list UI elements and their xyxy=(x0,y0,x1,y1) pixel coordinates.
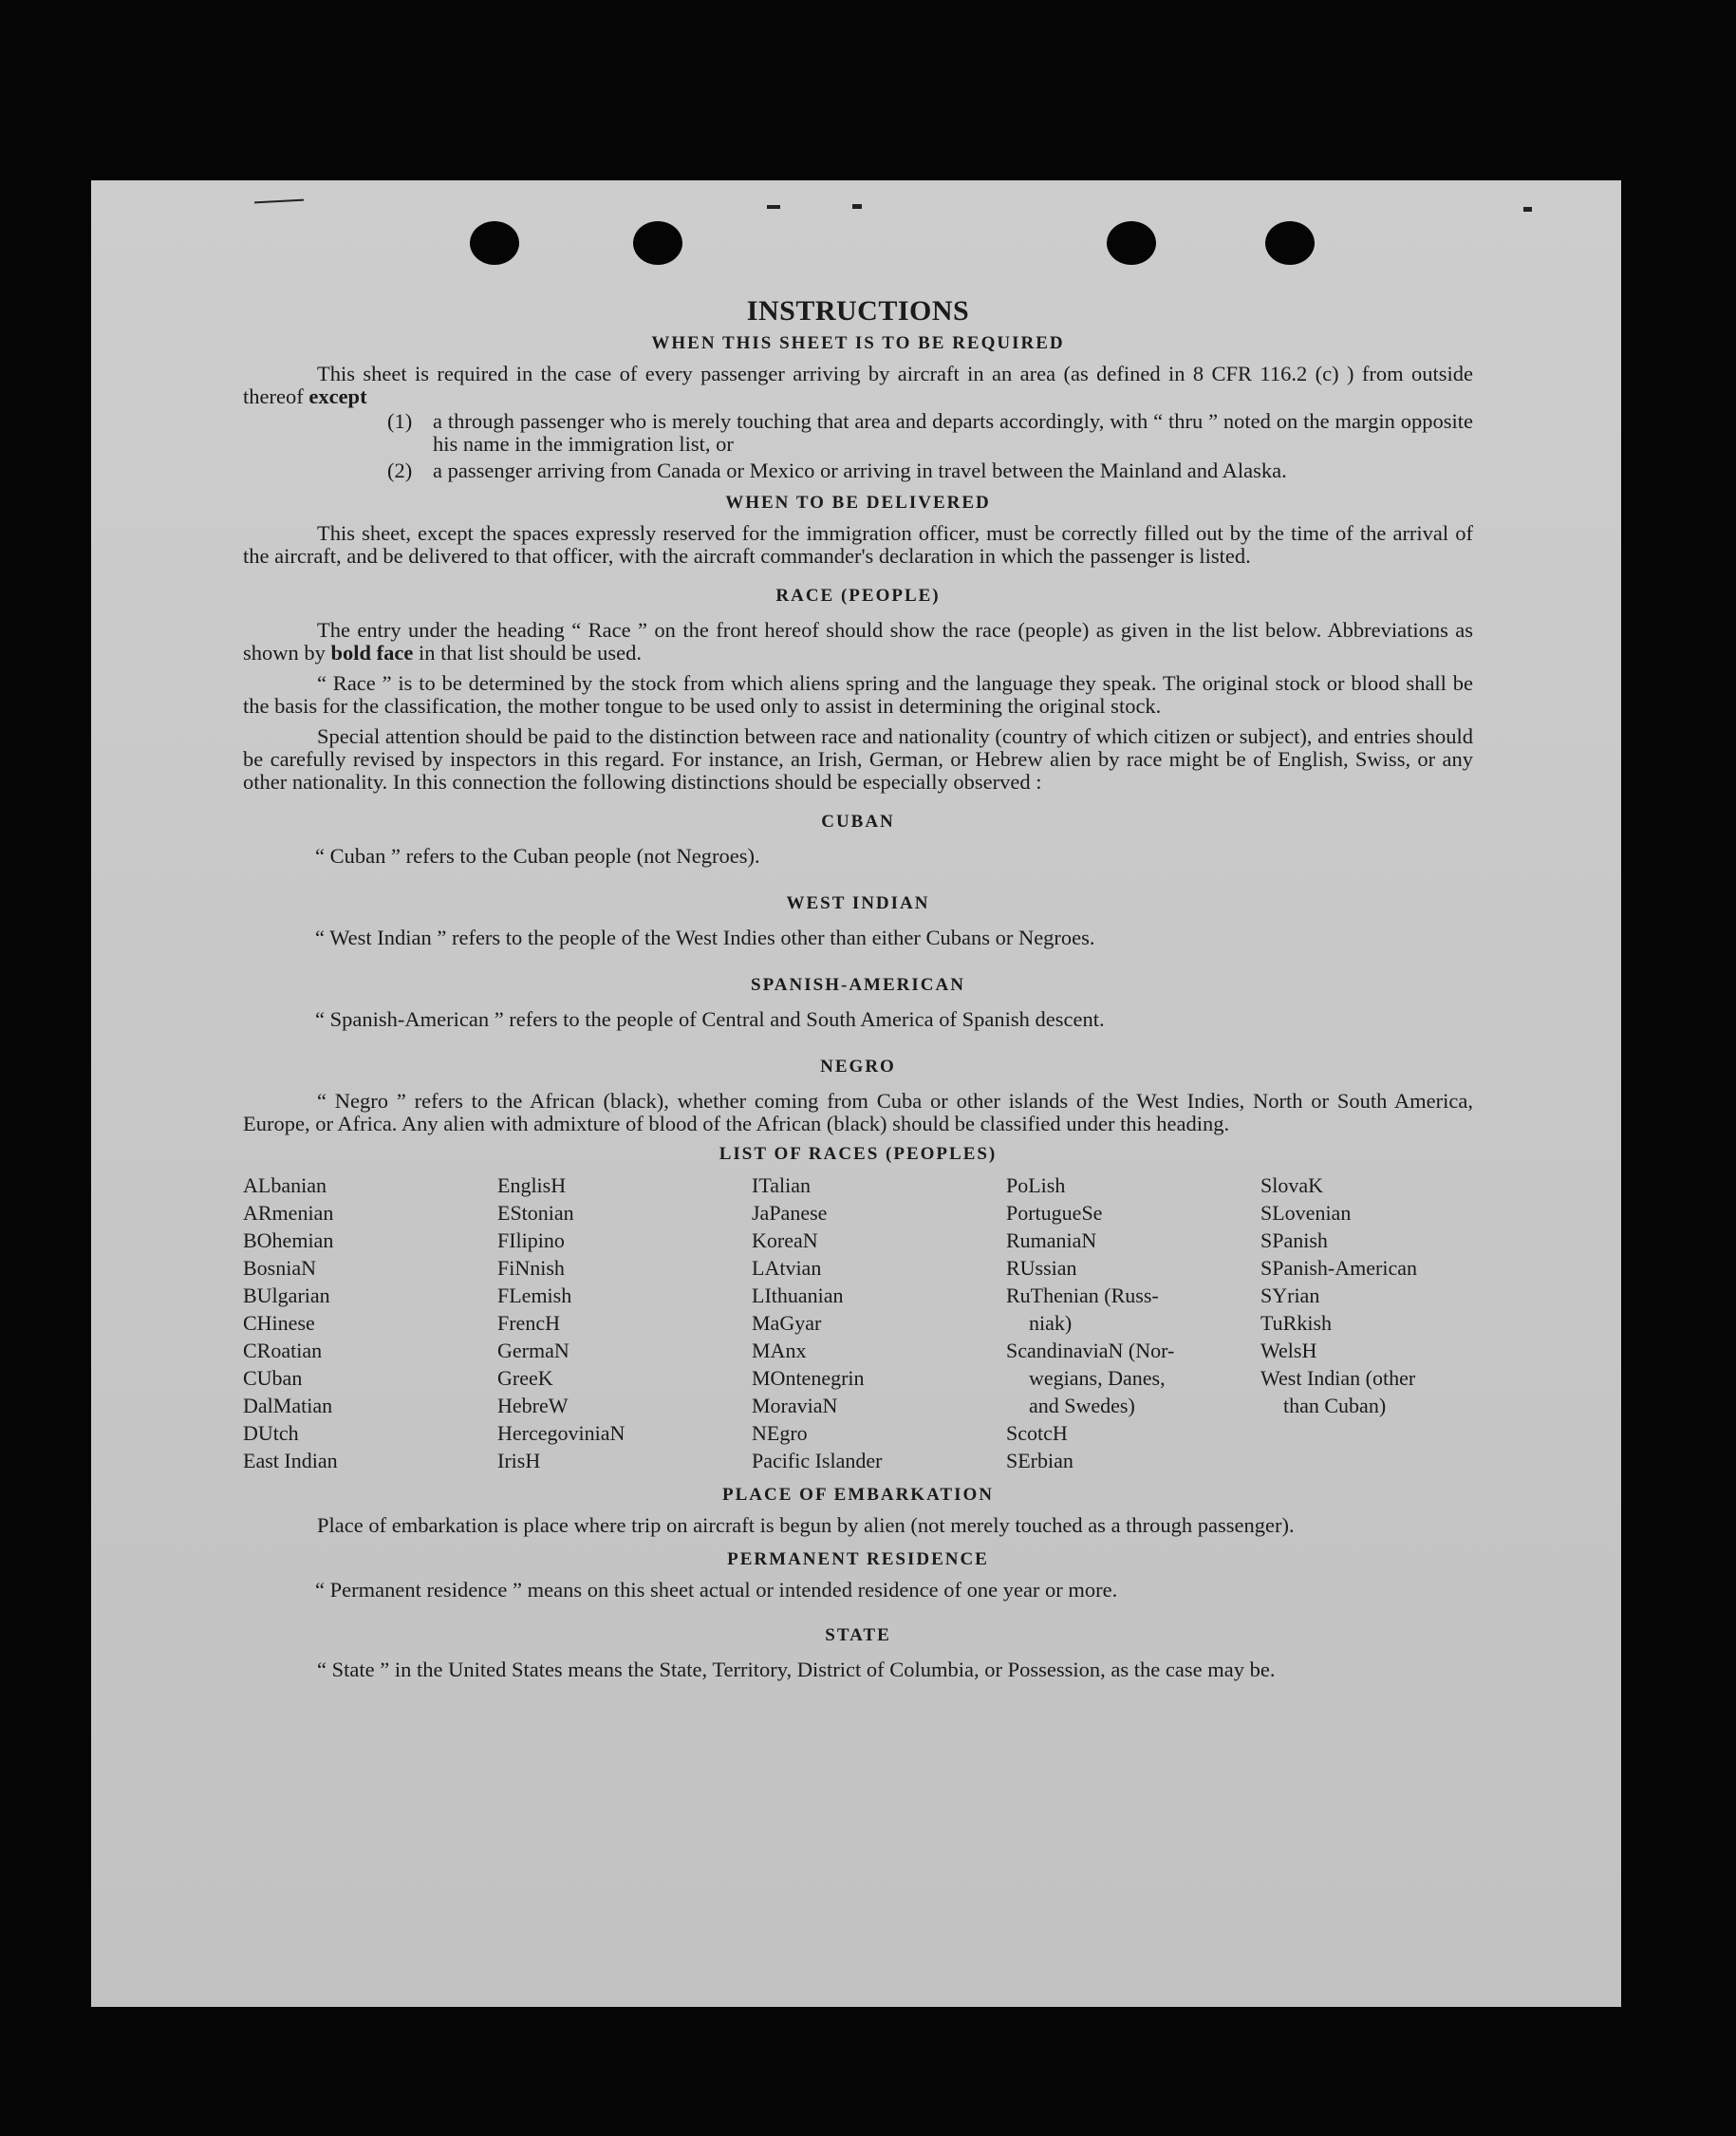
race-entry: ITalian xyxy=(752,1173,811,1197)
race-entry: GermaN xyxy=(497,1339,569,1362)
races-list xyxy=(243,1171,1473,1474)
exception-item: (1) a through passenger who is merely touching that area and departs accordingly, with “ thru ” noted on the margin opposite his name in the immigration list, or xyxy=(387,409,1473,456)
page-title: INSTRUCTIONS xyxy=(746,295,970,327)
heading-races-list: LIST OF RACES (PEOPLES) xyxy=(719,1144,998,1164)
west-indian-text: “ West Indian ” refers to the people of the West Indies other than either Cubans or Negroes. xyxy=(315,926,1095,949)
document-page xyxy=(91,180,1621,2007)
races-column xyxy=(1006,1171,1260,1474)
race-entry: LAtvian xyxy=(752,1256,822,1280)
race-entry: JaPanese xyxy=(752,1201,828,1225)
race-entry: CHinese xyxy=(243,1311,315,1335)
race-entry: ScandinaviaN (Nor- xyxy=(1006,1339,1175,1362)
race-entry: GreeK xyxy=(497,1366,553,1390)
race-entry: than Cuban) xyxy=(1283,1394,1387,1417)
heading-spanish-american: SPANISH-AMERICAN xyxy=(751,975,965,995)
punch-hole xyxy=(1265,221,1315,265)
race-paragraph: “ Race ” is to be determined by the stock from which aliens spring and the language they speak. The original stock or blood shall be the basis for the classification, the mother tongue to be used only to assist in determining the original stock. xyxy=(243,671,1473,718)
race-entry: PoLish xyxy=(1006,1173,1066,1197)
heading-cuban: CUBAN xyxy=(821,812,895,832)
races-column xyxy=(1260,1171,1515,1474)
race-entry: MAnx xyxy=(752,1339,807,1362)
race-entry: ALbanian xyxy=(243,1173,327,1197)
race-entry: Pacific Islander xyxy=(752,1449,883,1472)
race-entry: East Indian xyxy=(243,1449,338,1472)
race-entry: FLemish xyxy=(497,1283,572,1307)
race-entry: SErbian xyxy=(1006,1449,1073,1472)
required-intro: This sheet is required in the case of every passenger arriving by aircraft in an area (as defined in 8 CFR 116.2 (c) ) from outside thereof except xyxy=(243,362,1473,408)
race-entry: West Indian (other xyxy=(1260,1366,1416,1390)
race-entry: FIlipino xyxy=(497,1228,565,1252)
heading-state: STATE xyxy=(825,1625,891,1645)
race-entry: MaGyar xyxy=(752,1311,822,1335)
race-entry: TuRkish xyxy=(1260,1311,1333,1335)
scan-mark xyxy=(767,205,780,209)
scan-mark xyxy=(254,199,304,204)
heading-required: WHEN THIS SHEET IS TO BE REQUIRED xyxy=(651,333,1065,353)
race-entry: HebreW xyxy=(497,1394,569,1417)
race-entry: NEgro xyxy=(752,1421,808,1445)
race-entry: SYrian xyxy=(1260,1283,1320,1307)
race-entry: BOhemian xyxy=(243,1228,334,1252)
race-entry: BosniaN xyxy=(243,1256,316,1280)
race-entry: MoraviaN xyxy=(752,1394,838,1417)
race-entry: PortugueSe xyxy=(1006,1201,1103,1225)
spanish-american-text: “ Spanish-American ” refers to the people of Central and South America of Spanish descent. xyxy=(315,1007,1105,1031)
race-entry: FiNnish xyxy=(497,1256,565,1280)
race-entry: niak) xyxy=(1029,1311,1073,1335)
residence-text: “ Permanent residence ” means on this sheet actual or intended residence of one year or more. xyxy=(315,1578,1118,1602)
heading-race: RACE (PEOPLE) xyxy=(775,586,941,606)
race-entry: RuThenian (Russ- xyxy=(1006,1283,1159,1307)
race-entry: SPanish xyxy=(1260,1228,1328,1252)
race-entry: BUlgarian xyxy=(243,1283,330,1307)
negro-text: “ Negro ” refers to the African (black), whether coming from Cuba or other islands of the West Indies, North or South America, Europe, or Africa. Any alien with admixture of blood of the African (black) should be classified under this heading. xyxy=(243,1089,1473,1135)
races-column xyxy=(497,1171,752,1474)
heading-delivered: WHEN TO BE DELIVERED xyxy=(725,493,991,513)
race-entry: MOntenegrin xyxy=(752,1366,865,1390)
race-paragraph: Special attention should be paid to the distinction between race and nationality (country of which citizen or subject), and entries should be carefully revised by inspectors in this regard. For instance, an Irish, German, or Hebrew alien by race might be of English, Swiss, or any other nationality. In this connection the following distinctions should be especially observed : xyxy=(243,724,1473,794)
race-entry: SPanish-American xyxy=(1260,1256,1417,1280)
race-entry: FrencH xyxy=(497,1311,560,1335)
heading-west-indian: WEST INDIAN xyxy=(786,893,930,913)
race-entry: and Swedes) xyxy=(1029,1394,1135,1417)
race-entry: EStonian xyxy=(497,1201,574,1225)
embarkation-text: Place of embarkation is place where trip on aircraft is begun by alien (not merely touched as a through passenger). xyxy=(317,1513,1295,1537)
race-entry: DUtch xyxy=(243,1421,299,1445)
race-entry: SlovaK xyxy=(1260,1173,1323,1197)
race-entry: IrisH xyxy=(497,1449,541,1472)
delivered-text: This sheet, except the spaces expressly reserved for the immigration officer, must be correctly filled out by the time of the arrival of the aircraft, and be delivered to that officer, with the aircraft commander's declaration in which the passenger is listed. xyxy=(243,521,1473,568)
exception-item: (2) a passenger arriving from Canada or Mexico or arriving in travel between the Mainland and Alaska. xyxy=(387,459,1287,482)
scan-mark xyxy=(1523,207,1532,212)
race-entry: RUssian xyxy=(1006,1256,1077,1280)
race-entry: wegians, Danes, xyxy=(1029,1366,1166,1390)
state-text: “ State ” in the United States means the State, Territory, District of Columbia, or Possession, as the case may be. xyxy=(317,1658,1276,1681)
race-entry: EnglisH xyxy=(497,1173,567,1197)
heading-negro: NEGRO xyxy=(820,1057,896,1077)
race-entry: DalMatian xyxy=(243,1394,333,1417)
race-entry: SLovenian xyxy=(1260,1201,1352,1225)
race-entry: CRoatian xyxy=(243,1339,323,1362)
punch-hole xyxy=(633,221,682,265)
heading-embarkation: PLACE OF EMBARKATION xyxy=(722,1485,994,1505)
races-column xyxy=(752,1171,1006,1474)
race-entry: CUban xyxy=(243,1366,303,1390)
race-entry: ARmenian xyxy=(243,1201,334,1225)
scan-mark xyxy=(852,204,862,209)
race-entry: LIthuanian xyxy=(752,1283,844,1307)
race-entry: RumaniaN xyxy=(1006,1228,1097,1252)
race-entry: ScotcH xyxy=(1006,1421,1068,1445)
heading-residence: PERMANENT RESIDENCE xyxy=(727,1549,989,1569)
races-column xyxy=(243,1171,497,1474)
race-paragraph: The entry under the heading “ Race ” on the front hereof should show the race (people) as given in the list below. Abbreviations as shown by bold face in that list should be used. xyxy=(243,618,1473,665)
punch-hole xyxy=(470,221,519,265)
punch-hole xyxy=(1107,221,1156,265)
race-entry: HercegoviniaN xyxy=(497,1421,625,1445)
instructions-text xyxy=(243,294,1473,1681)
race-entry: KoreaN xyxy=(752,1228,818,1252)
race-entry: WelsH xyxy=(1260,1339,1317,1362)
cuban-text: “ Cuban ” refers to the Cuban people (not Negroes). xyxy=(315,844,760,868)
